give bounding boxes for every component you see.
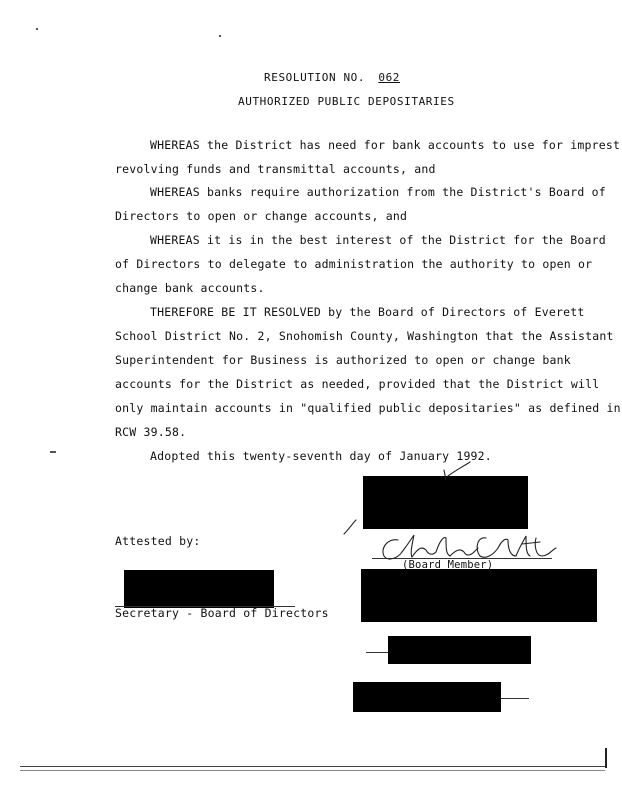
para4-line5: only maintain accounts in "qualified public depositaries" as defined in (115, 401, 621, 415)
para3-line2: of Directors to delegate to administration the authority to open or (115, 257, 593, 271)
scan-edge-line (20, 770, 605, 771)
para4-line3: Superintendent for Business is authorized to open or change bank (115, 353, 571, 367)
para3-line3: change bank accounts. (115, 281, 265, 295)
para4-line4: accounts for the District as needed, provided that the District will (115, 377, 600, 391)
adopted-date-line: Adopted this twenty-seventh day of January 1992. (150, 449, 492, 463)
scan-speck (219, 35, 221, 37)
para1-line1: WHEREAS the District has need for bank accounts to use for imprest (150, 138, 621, 152)
para3-line1: WHEREAS it is in the best interest of the District for the Board (150, 233, 606, 247)
resolution-label: RESOLUTION NO. (264, 71, 366, 84)
para2-line1: WHEREAS banks require authorization from the District's Board of (150, 185, 606, 199)
scan-speck (36, 28, 38, 30)
secretary-caption: Secretary - Board of Directors (115, 606, 329, 620)
scan-edge-mark (605, 748, 607, 768)
document-title: AUTHORIZED PUBLIC DEPOSITARIES (238, 95, 455, 108)
para1-line2: revolving funds and transmittal accounts, and (115, 162, 436, 176)
board-member-caption: (Board Member) (402, 559, 494, 571)
scan-edge-line (20, 766, 605, 767)
para4-line2: School District No. 2, Snohomish County, Washington that the Assistant (115, 329, 614, 343)
scan-speck (50, 451, 56, 453)
para4-line6: RCW 39.58. (115, 425, 187, 439)
para2-line2: Directors to open or change accounts, and (115, 209, 408, 223)
resolution-number: 062 (378, 71, 401, 84)
attested-by-label: Attested by: (115, 534, 201, 548)
para4-line1: THEREFORE BE IT RESOLVED by the Board of Directors of Everett (150, 305, 585, 319)
